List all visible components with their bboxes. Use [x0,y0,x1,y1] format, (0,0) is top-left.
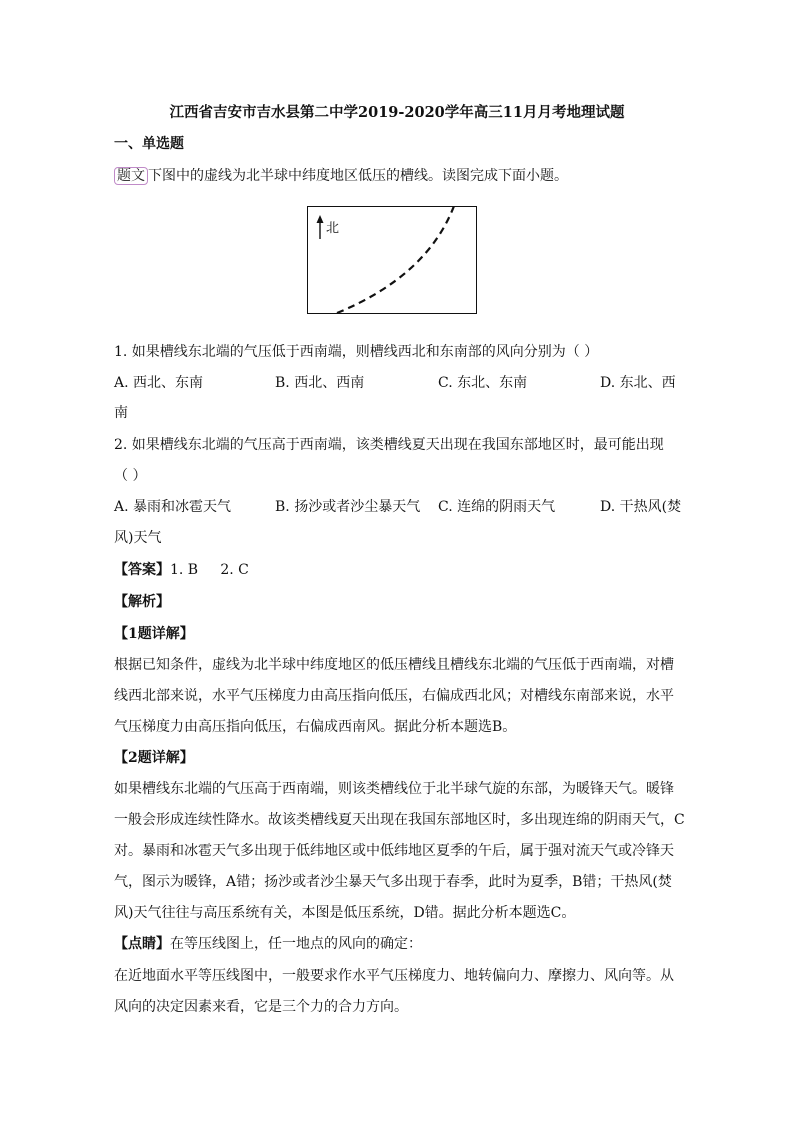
page-title: 江西省吉安市吉水县第二中学2019-2020学年高三11月月考地理试题 [169,104,625,121]
point-text: 在等压线图上，任一地点的风向的确定： [170,936,422,952]
q2-option-a: A. 暴雨和冰雹天气 [114,499,232,515]
q1-option-c: C. 东北、东南 [438,375,528,391]
q1-text: 1. 如果槽线东北端的气压低于西南端，则槽线西北和东南部的风向分别为（ ） [114,344,599,360]
detail1-line-3: 气压梯度力由高压指向低压，右偏成西南风。据此分析本题选B。 [114,719,517,735]
q2-paren: （ ） [114,468,147,484]
detail2-line-5: 风)天气往往与高压系统有关，本图是低压系统，D错。据此分析本题选C。 [114,905,576,921]
trough-figure [307,206,477,314]
detail2-line-4: 气，图示为暖锋，A错；扬沙或者沙尘暴天气多出现于春季，此时为夏季，B错；干热风(焚 [114,874,672,890]
point-label: 【点睛】 [114,936,170,952]
q2-option-c: C. 连绵的阴雨天气 [438,499,556,515]
analysis-label: 【解析】 [114,594,170,610]
q1-option-b: B. 西北、西南 [275,375,365,391]
answer-text: 1. B 2. C [170,562,249,578]
q2-option-d: D. 干热风(焚 [600,499,682,515]
detail2-line-2: 一般会形成连续性降水。故该类槽线夏天出现在我国东部地区时，多出现连绵的阴雨天气，C [114,812,685,828]
point-line-1: 在近地面水平等压线图中，一般要求作水平气压梯度力、地转偏向力、摩擦力、风向等。从 [114,968,674,984]
stem-tag[interactable]: 题文 [114,167,148,185]
detail1-label: 【1题详解】 [114,626,194,642]
question-stem [114,166,568,186]
q1-option-a: A. 西北、东南 [114,375,204,391]
detail2-line-1: 如果槽线东北端的气压高于西南端，则该类槽线位于北半球气旋的东部，为暖锋天气。暖锋 [114,781,674,797]
point-line [114,934,422,954]
trough-diagram [307,206,477,314]
detail2-label: 【2题详解】 [114,750,194,766]
answer-line [114,560,249,580]
detail1-line-1: 根据已知条件，虚线为北半球中纬度地区的低压槽线且槽线东北端的气压低于西南端，对槽 [114,657,674,673]
q1-option-d: D. 东北、西 [600,375,676,391]
q2-text: 2. 如果槽线东北端的气压高于西南端，该类槽线夏天出现在我国东部地区时，最可能出现 [114,437,664,453]
q2-option-d-wrap: 风)天气 [114,530,162,546]
stem-text: 下图中的虚线为北半球中纬度地区低压的槽线。读图完成下面小题。 [148,168,568,184]
section-heading: 一、单选题 [114,136,184,152]
q1-option-d-wrap: 南 [114,405,128,421]
q2-option-b: B. 扬沙或者沙尘暴天气 [275,499,421,515]
answer-label: 【答案】 [114,562,170,578]
detail1-line-2: 线西北部来说，水平气压梯度力由高压指向低压，右偏成西北风；对槽线东南部来说，水平 [114,688,674,704]
detail2-line-3: 对。暴雨和冰雹天气多出现于低纬地区或中低纬地区夏季的午后，属于强对流天气或冷锋天 [114,843,674,859]
point-line-2: 风向的决定因素来看，它是三个力的合力方向。 [114,999,408,1015]
north-label: 北 [326,221,340,236]
